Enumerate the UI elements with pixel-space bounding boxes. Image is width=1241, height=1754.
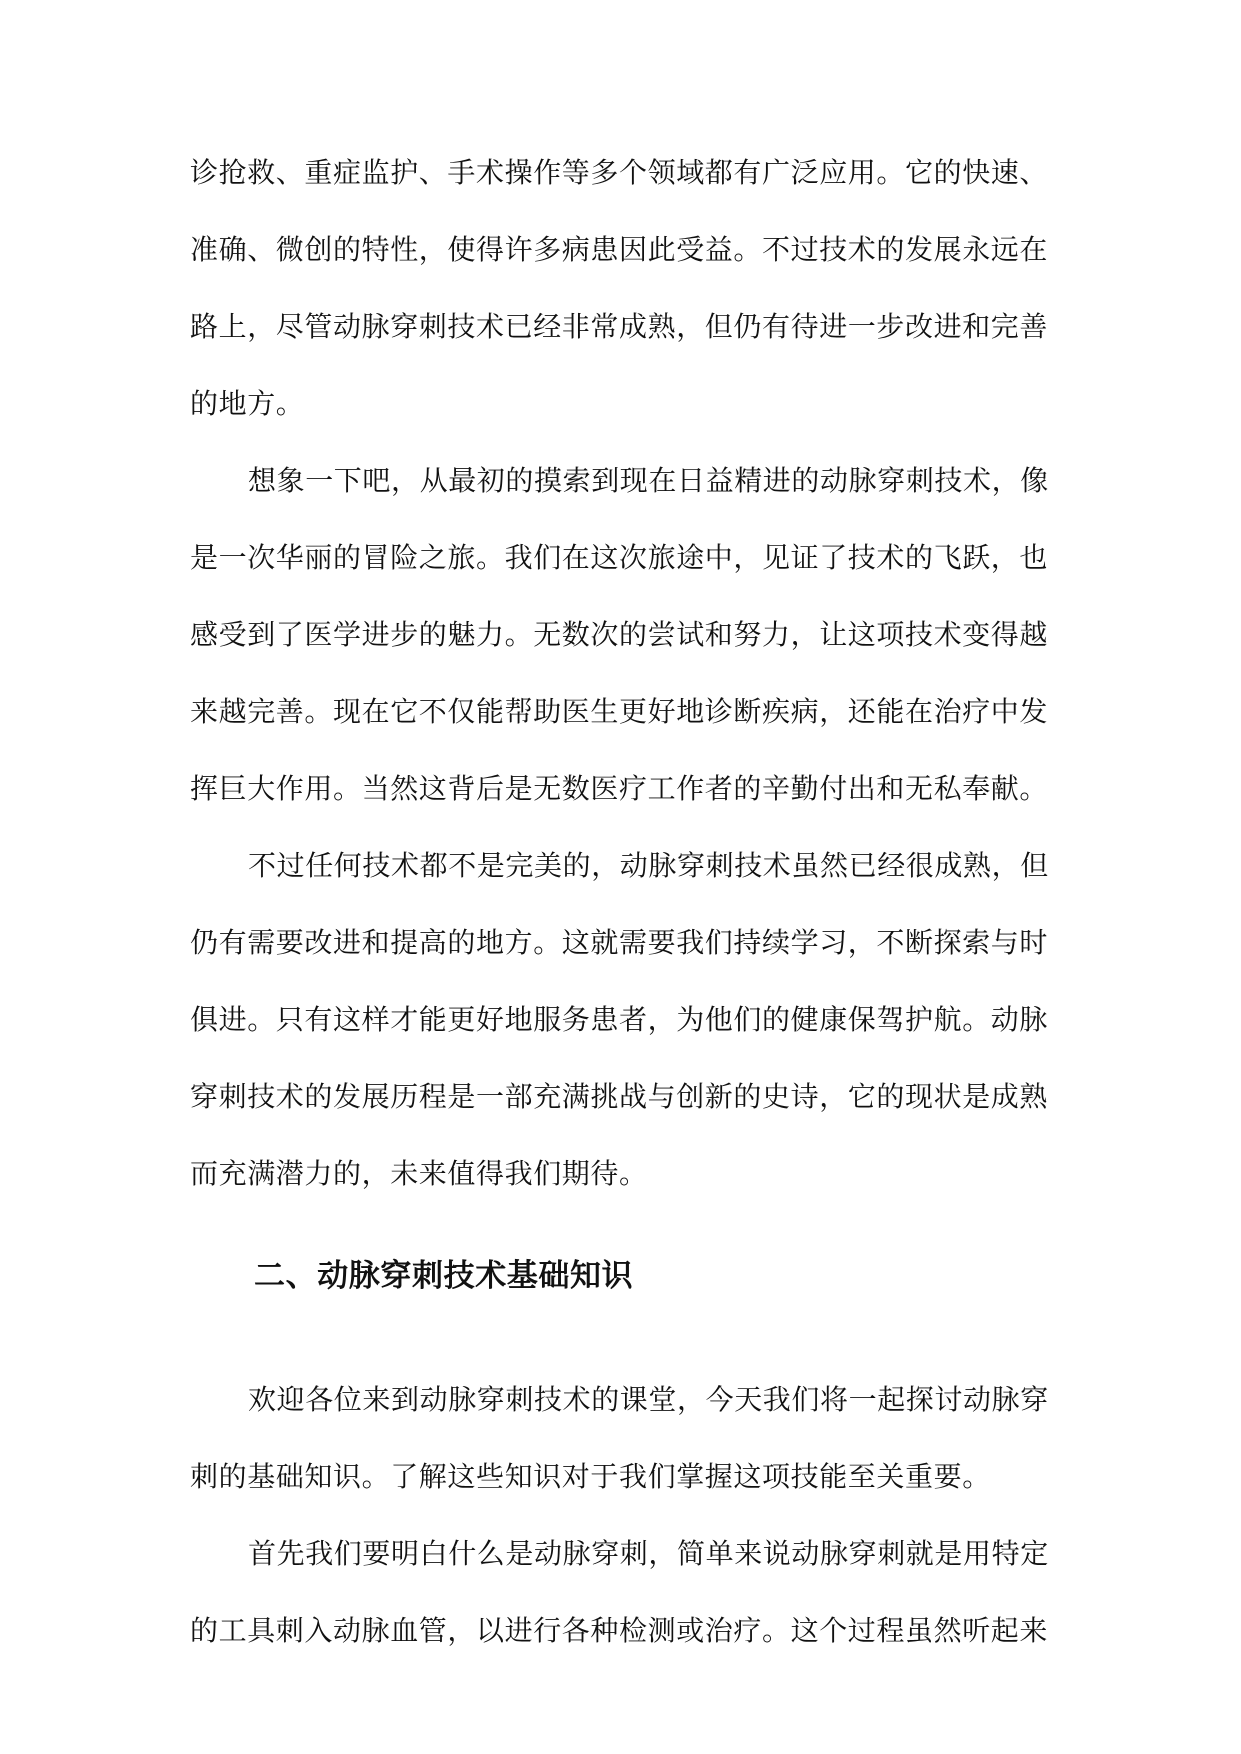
paragraph-4 bbox=[190, 1361, 1070, 1515]
text-line: 准确、微创的特性，使得许多病患因此受益。不过技术的发展永远在 bbox=[190, 233, 1049, 266]
text-line: 俱进。只有这样才能更好地服务患者，为他们的健康保驾护航。动脉 bbox=[190, 1003, 1049, 1036]
text-line: 来越完善。现在它不仅能帮助医生更好地诊断疾病，还能在治疗中发 bbox=[190, 695, 1049, 728]
text-line: 首先我们要明白什么是动脉穿刺，简单来说动脉穿刺就是用特定 bbox=[248, 1536, 1049, 1570]
paragraph-2 bbox=[190, 442, 1070, 827]
document-body bbox=[190, 134, 1070, 1669]
text-line: 刺的基础知识。了解这些知识对于我们掌握这项技能至关重要。 bbox=[190, 1459, 991, 1493]
text-line: 而充满潜力的，未来值得我们期待。 bbox=[190, 1157, 648, 1190]
text-line: 欢迎各位来到动脉穿刺技术的课堂，今天我们将一起探讨动脉穿 bbox=[248, 1382, 1049, 1416]
text-line: 挥巨大作用。当然这背后是无数医疗工作者的辛勤付出和无私奉献。 bbox=[190, 772, 1049, 805]
paragraph-3 bbox=[190, 827, 1070, 1212]
text-line: 的地方。 bbox=[190, 387, 305, 420]
text-line: 的工具刺入动脉血管，以进行各种检测或治疗。这个过程虽然听起来 bbox=[190, 1613, 1049, 1647]
text-line: 是一次华丽的冒险之旅。我们在这次旅途中，见证了技术的飞跃，也 bbox=[190, 541, 1049, 574]
text-line: 感受到了医学进步的魅力。无数次的尝试和努力，让这项技术变得越 bbox=[190, 618, 1049, 651]
paragraph-1 bbox=[190, 134, 1070, 442]
section-heading: 二、动脉穿刺技术基础知识 bbox=[254, 1258, 634, 1294]
paragraph-5 bbox=[190, 1515, 1070, 1669]
text-line: 诊抢救、重症监护、手术操作等多个领域都有广泛应用。它的快速、 bbox=[190, 156, 1049, 189]
text-line: 不过任何技术都不是完美的，动脉穿刺技术虽然已经很成熟，但 bbox=[248, 849, 1049, 882]
text-line: 路上，尽管动脉穿刺技术已经非常成熟，但仍有待进一步改进和完善 bbox=[190, 310, 1049, 343]
text-line: 穿刺技术的发展历程是一部充满挑战与创新的史诗，它的现状是成熟 bbox=[190, 1080, 1049, 1113]
text-line: 想象一下吧，从最初的摸索到现在日益精进的动脉穿刺技术，像 bbox=[248, 464, 1049, 497]
text-line: 仍有需要改进和提高的地方。这就需要我们持续学习，不断探索与时 bbox=[190, 926, 1049, 959]
